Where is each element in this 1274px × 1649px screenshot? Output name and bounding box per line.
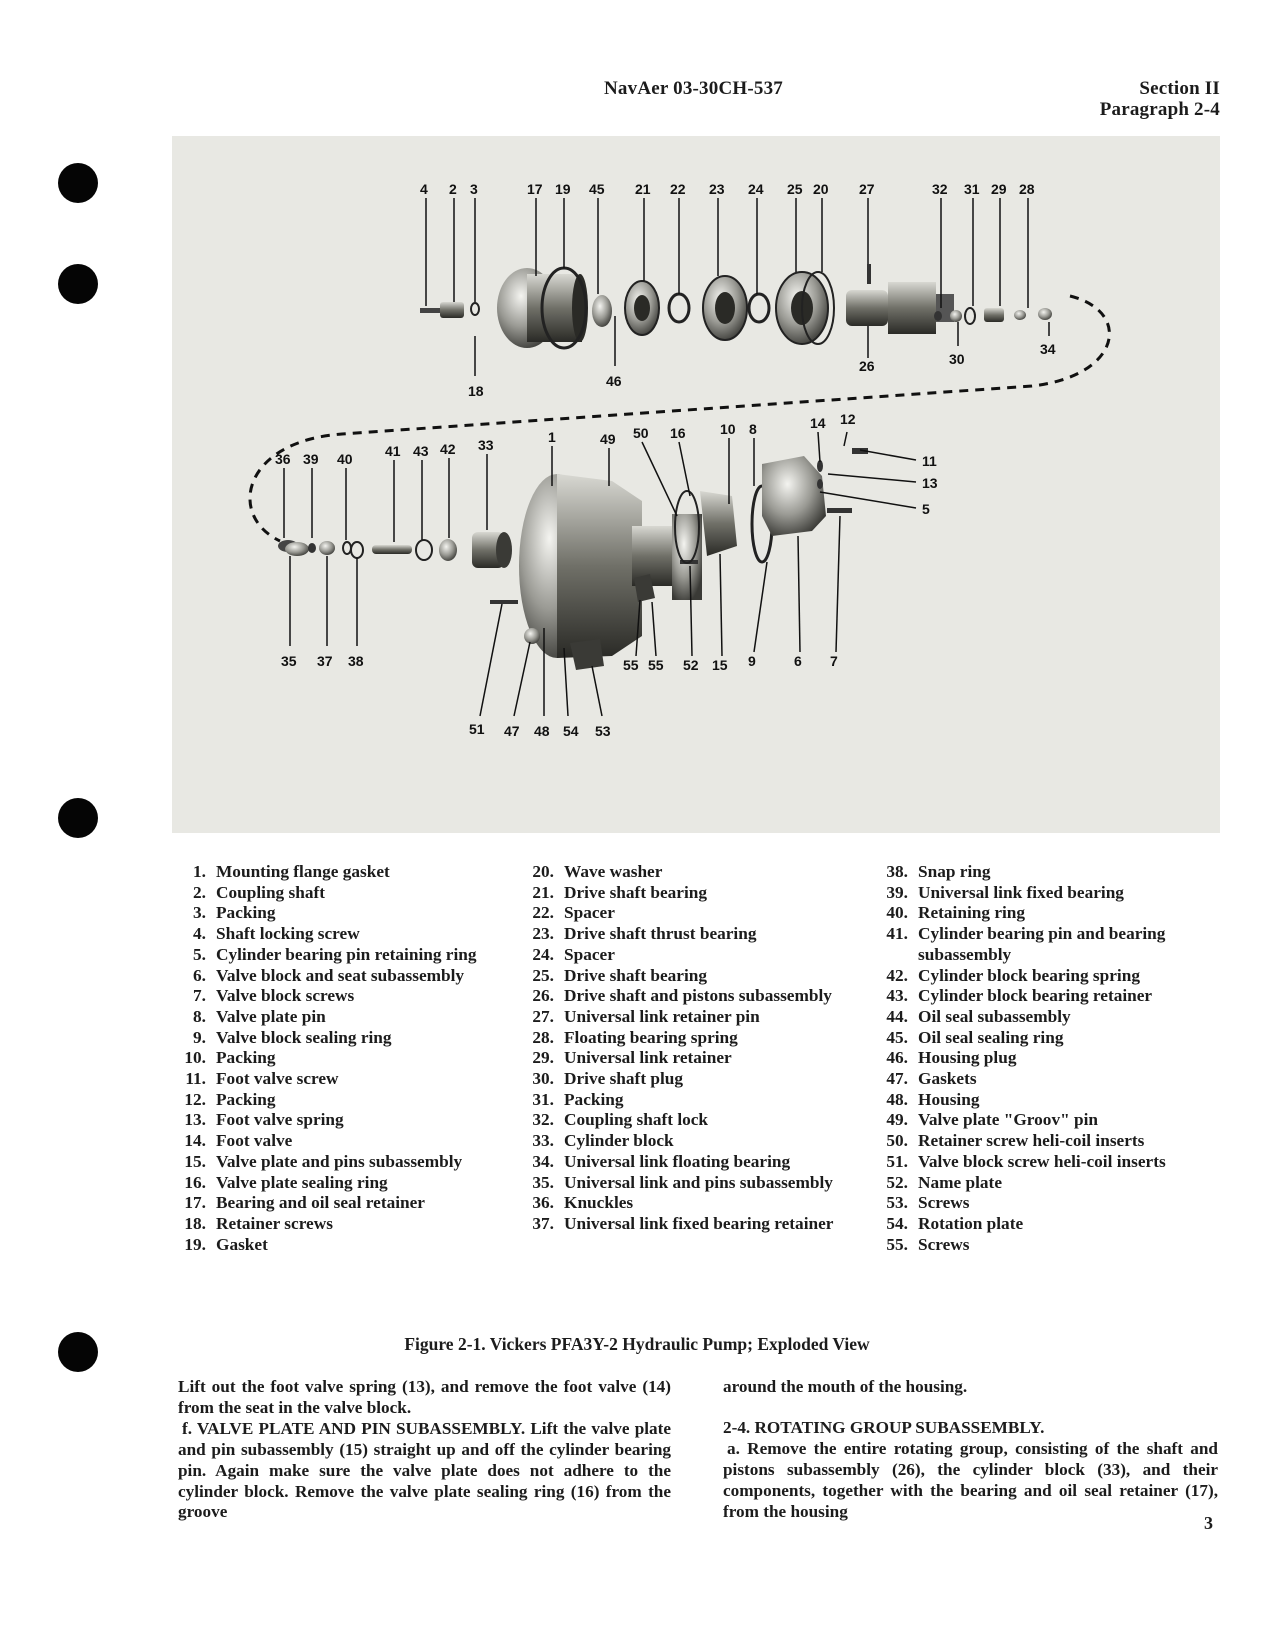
legend-item-label: Oil seal subassembly [918, 1006, 1071, 1026]
legend-item-number: 38. [886, 862, 908, 881]
part-floating-bearing [1038, 308, 1052, 320]
callout-4: 4 [420, 181, 428, 197]
callout-11: 11 [922, 453, 937, 469]
legend-item-label: Oil seal sealing ring [918, 1027, 1064, 1047]
legend-item-label: Universal link fixed bearing retainer [564, 1213, 834, 1233]
legend-item-label: Rotation plate [918, 1213, 1024, 1233]
legend-item-label: Universal link retainer pin [564, 1006, 760, 1026]
legend-item-number: 3. [193, 903, 206, 923]
legend-item [878, 903, 1224, 924]
callout-26: 26 [859, 358, 875, 374]
callout-12: 12 [840, 411, 856, 427]
legend-item-label: Valve plate and pins subassembly [216, 1151, 463, 1171]
legend-item-label: Foot valve screw [216, 1069, 339, 1089]
legend-item-number: 16. [184, 1172, 206, 1192]
legend-item-label: Retainer screws [216, 1213, 333, 1233]
legend-item [878, 966, 1224, 987]
callout-47: 48 [534, 723, 550, 739]
legend-item [524, 1028, 870, 1049]
legend-item-number: 10. [184, 1048, 206, 1068]
legend-item-number: 54. [886, 1213, 908, 1233]
part-floating-spring [1014, 310, 1026, 320]
callout-31: 31 [964, 181, 980, 197]
legend-item [524, 1090, 870, 1111]
legend-item-number: 52. [886, 1172, 908, 1192]
callout-44: 45 [589, 181, 605, 197]
legend-item-number: 41. [886, 924, 908, 944]
legend-item [524, 1173, 870, 1194]
part-snap-ring [351, 542, 363, 558]
callout-37: 37 [317, 653, 333, 669]
legend-item-number: 37. [532, 1213, 554, 1233]
legend-item-number: 28. [532, 1027, 554, 1047]
legend-item [878, 1069, 1224, 1090]
legend-item-number: 26. [532, 986, 554, 1006]
body-paragraph: around the mouth of the housing. [723, 1377, 968, 1396]
legend-item-label: Valve block screw heli-coil inserts [918, 1151, 1166, 1171]
part-valve-block [762, 456, 826, 536]
punch-hole [58, 163, 98, 203]
legend-item [524, 924, 870, 945]
legend-item-number: 47. [886, 1069, 908, 1089]
legend-item-label: Valve plate sealing ring [216, 1172, 388, 1192]
legend-item-label: Cylinder block bearing spring [918, 965, 1140, 985]
legend-item-label: Snap ring [918, 862, 991, 881]
legend-item-number: 24. [532, 944, 554, 964]
part-thrust-bearing [703, 276, 747, 340]
section-label: Section II [1139, 78, 1220, 99]
callout-15: 15 [712, 657, 728, 673]
legend-item-label: Bearing and oil seal retainer [216, 1193, 425, 1213]
legend-item-number: 12. [184, 1089, 206, 1109]
legend-item-label: Packing [216, 1048, 276, 1068]
legend-item [524, 1152, 870, 1173]
legend-item-number: 45. [886, 1027, 908, 1047]
legend-item [878, 1131, 1224, 1152]
section-heading: 2-4. ROTATING GROUP SUBASSEMBLY. [723, 1417, 1045, 1437]
part-drive-bearing-21 [625, 281, 659, 335]
legend-item [878, 1235, 1224, 1256]
callout-20: 20 [813, 181, 829, 197]
legend-item-label: Gasket [216, 1234, 268, 1254]
legend-item [180, 1152, 510, 1173]
callout-27: 27 [859, 181, 875, 197]
legend-item-label: Wave washer [564, 862, 663, 881]
part-shaft-lock [934, 311, 942, 321]
legend-item-label: Packing [564, 1089, 624, 1109]
punch-hole [58, 798, 98, 838]
body-paragraph: Lift out the foot valve spring (13), and remove the foot valve (14) from the seat in the valve block. [178, 1377, 671, 1417]
legend-item-label: Housing [918, 1089, 980, 1109]
callout-55: 55 [648, 657, 664, 673]
figure-caption: Figure 2-1. Vickers PFA3Y-2 Hydraulic Pump; Exploded View [404, 1334, 870, 1354]
legend-item [524, 1193, 870, 1214]
legend-item-number: 33. [532, 1131, 554, 1151]
legend-item [878, 883, 1224, 904]
page-number: 3 [1204, 1513, 1213, 1533]
callout-8: 8 [749, 421, 757, 437]
callout-labels [275, 181, 1056, 739]
legend-item-label: Cylinder bearing pin and bearing subassembly [918, 924, 1166, 964]
legend-item-number: 53. [886, 1193, 908, 1213]
part-fixed-bearing [308, 543, 316, 553]
part-packing-31 [965, 308, 975, 324]
callout-46: 47 [504, 723, 520, 739]
legend-item-number: 11. [185, 1069, 206, 1089]
legend-item-label: Valve block sealing ring [216, 1027, 392, 1047]
legend-item-number: 6. [193, 965, 206, 985]
legend-item [878, 1090, 1224, 1111]
callout-23: 23 [709, 181, 725, 197]
part-retainer-screw-inserts [490, 600, 518, 604]
legend-item [180, 966, 510, 987]
legend-item-label: Screws [918, 1234, 970, 1254]
legend-item-number: 19. [184, 1234, 206, 1254]
legend-item [180, 1007, 510, 1028]
legend-item-label: Universal link floating bearing [564, 1151, 791, 1171]
legend-item [180, 924, 510, 945]
legend-item [180, 903, 510, 924]
callout-45: 46 [606, 373, 622, 389]
callout-33: 33 [478, 437, 494, 453]
callout-40: 40 [337, 451, 353, 467]
assembly-axis-line [250, 296, 1109, 541]
legend-item-number: 14. [184, 1131, 206, 1151]
paragraph-label: Paragraph 2-4 [1099, 99, 1220, 120]
legend-item [878, 1193, 1224, 1214]
callout-30: 30 [949, 351, 965, 367]
part-housing [519, 474, 702, 658]
legend-item-number: 17. [184, 1193, 206, 1213]
body-left-column [178, 1377, 671, 1523]
callout-32: 32 [932, 181, 948, 197]
body-paragraph: f. VALVE PLATE AND PIN SUBASSEMBLY. Lift the valve plate and pin subassembly (15) straight up and off the cylinder bearing pin. Again make sure the valve plate does not adhere to the cylinder block. Remove the valve plate sealing ring (16) from the groove [178, 1418, 671, 1522]
callout-1: 1 [548, 429, 556, 445]
legend-item [524, 966, 870, 987]
legend-item-number: 50. [886, 1131, 908, 1151]
callout-49: 50 [633, 425, 649, 441]
legend-item [524, 1214, 870, 1235]
legend-item [180, 1090, 510, 1111]
legend-item-label: Cylinder bearing pin retaining ring [216, 944, 477, 964]
legend-item-label: Floating bearing spring [564, 1027, 738, 1047]
legend-item-label: Valve block and seat subassembly [216, 965, 465, 985]
legend-item [180, 945, 510, 966]
callout-50: 51 [469, 721, 485, 737]
body-paragraph: a. Remove the entire rotating group, consisting of the shaft and pistons subassembly (26), the cylinder block (33), and their components, together with the bearing and oil seal retainer (17), from the housing [723, 1438, 1218, 1521]
parts-legend-column-2 [524, 862, 870, 1235]
callout-43: 43 [413, 443, 429, 459]
legend-item-number: 31. [532, 1089, 554, 1109]
legend-item-label: Housing plug [918, 1048, 1017, 1068]
legend-item-label: Drive shaft and pistons subassembly [564, 986, 832, 1006]
legend-item [524, 883, 870, 904]
legend-item-number: 29. [532, 1048, 554, 1068]
legend-item-number: 36. [532, 1193, 554, 1213]
part-valve-block-screw [827, 508, 852, 513]
callout-7: 7 [830, 653, 838, 669]
callout-18: 18 [468, 383, 484, 399]
legend-item [878, 1028, 1224, 1049]
callout-39: 39 [303, 451, 319, 467]
legend-item-label: Foot valve [216, 1131, 293, 1151]
legend-item [180, 1173, 510, 1194]
callout-5: 5 [922, 501, 930, 517]
part-coupling-shaft [440, 302, 464, 318]
legend-item [180, 883, 510, 904]
part-shaft-plug [950, 310, 962, 322]
part-valve-plate [700, 491, 737, 556]
legend-item-number: 13. [184, 1110, 206, 1130]
legend-item [878, 1173, 1224, 1194]
part-drive-shaft-pistons [846, 282, 954, 334]
legend-item-number: 34. [532, 1151, 554, 1171]
legend-item-label: Valve plate pin [216, 1006, 326, 1026]
legend-item-number: 21. [532, 882, 554, 902]
legend-item [524, 1069, 870, 1090]
legend-item-label: Gaskets [918, 1069, 977, 1089]
punch-hole [58, 264, 98, 304]
part-retaining-ring [343, 542, 351, 554]
callout-35: 35 [281, 653, 297, 669]
legend-item-number: 20. [532, 862, 554, 881]
callout-38: 38 [348, 653, 364, 669]
callout-36: 36 [275, 451, 291, 467]
legend-item [878, 1110, 1224, 1131]
legend-item [180, 1131, 510, 1152]
legend-item-number: 55. [886, 1234, 908, 1254]
callout-52: 53 [595, 723, 611, 739]
callout-19: 19 [555, 181, 571, 197]
callout-51: 52 [683, 657, 699, 673]
legend-item-number: 22. [532, 903, 554, 923]
part-oil-seal [592, 295, 612, 327]
document-number: NavAer 03-30CH-537 [604, 78, 783, 99]
legend-item-number: 51. [886, 1151, 908, 1171]
legend-item-label: Knuckles [564, 1193, 634, 1213]
callout-41: 41 [385, 443, 401, 459]
part-universal-link [285, 542, 309, 556]
callout-3: 3 [470, 181, 478, 197]
legend-item [180, 986, 510, 1007]
legend-item-label: Retaining ring [918, 903, 1026, 923]
legend-item-label: Packing [216, 903, 276, 923]
callout-10: 10 [720, 421, 736, 437]
legend-item-number: 46. [886, 1048, 908, 1068]
part-spacer-24 [749, 294, 769, 322]
callout-14: 14 [810, 415, 826, 431]
parts-legend-column-1 [180, 862, 510, 1255]
callout-24: 24 [748, 181, 764, 197]
legend-item [180, 1069, 510, 1090]
legend-item-number: 44. [886, 1006, 908, 1026]
legend-item-number: 9. [193, 1027, 206, 1047]
legend-item-label: Packing [216, 1089, 276, 1109]
legend-item [524, 903, 870, 924]
callout-16: 16 [670, 425, 686, 441]
legend-item-number: 42. [886, 965, 908, 985]
legend-item [180, 1214, 510, 1235]
legend-item-label: Spacer [564, 944, 615, 964]
legend-item-label: Retainer screw heli-coil inserts [918, 1131, 1145, 1151]
legend-item [524, 945, 870, 966]
part-shaft-locking-screw [420, 308, 440, 313]
legend-item [524, 1007, 870, 1028]
legend-item [878, 1152, 1224, 1173]
callout-13: 13 [922, 475, 938, 491]
legend-item-label: Universal link retainer [564, 1048, 732, 1068]
legend-item [878, 924, 1224, 965]
callout-22: 22 [670, 181, 686, 197]
legend-item-label: Drive shaft plug [564, 1069, 684, 1089]
legend-item-label: Drive shaft bearing [564, 965, 708, 985]
callout-25: 25 [787, 181, 803, 197]
legend-item-label: Mounting flange gasket [216, 862, 390, 881]
part-bearing-pin [372, 545, 412, 554]
legend-item-number: 5. [193, 944, 206, 964]
part-packing-3 [471, 303, 479, 315]
part-cylinder-block [472, 532, 512, 568]
legend-item-number: 4. [193, 924, 206, 944]
legend-item [180, 862, 510, 883]
legend-item-label: Cylinder block [564, 1131, 674, 1151]
part-name-plate [570, 639, 604, 670]
legend-item-number: 43. [886, 986, 908, 1006]
legend-item-label: Coupling shaft [216, 882, 326, 902]
callout-9: 9 [748, 653, 756, 669]
legend-item [524, 1110, 870, 1131]
legend-item-number: 48. [886, 1089, 908, 1109]
legend-item-label: Drive shaft bearing [564, 882, 708, 902]
legend-item-label: Screws [918, 1193, 970, 1213]
part-retainer-pin [867, 264, 871, 284]
legend-item [878, 986, 1224, 1007]
part-block-spring [416, 540, 432, 560]
callout-42: 42 [440, 441, 456, 457]
legend-item-number: 2. [193, 882, 206, 902]
legend-item-label: Name plate [918, 1172, 1002, 1192]
part-housing-plug [524, 628, 540, 644]
legend-item-number: 30. [532, 1069, 554, 1089]
callout-48: 49 [600, 431, 616, 447]
legend-item [524, 986, 870, 1007]
body-right-column [723, 1377, 1218, 1522]
part-spacer-22 [669, 294, 689, 322]
legend-item [180, 1028, 510, 1049]
legend-item-label: Universal link and pins subassembly [564, 1172, 833, 1192]
legend-item-label: Spacer [564, 903, 615, 923]
legend-item-label: Shaft locking screw [216, 924, 360, 944]
callout-54: 55 [623, 657, 639, 673]
legend-item [878, 1048, 1224, 1069]
callout-29: 29 [991, 181, 1007, 197]
legend-item-number: 40. [886, 903, 908, 923]
legend-item-number: 25. [532, 965, 554, 985]
legend-item-label: Foot valve spring [216, 1110, 344, 1130]
legend-item-label: Valve block screws [216, 986, 355, 1006]
legend-item [180, 1235, 510, 1256]
exploded-view-figure [172, 136, 1220, 833]
legend-item-number: 39. [886, 882, 908, 902]
legend-item-label: Valve plate "Groov" pin [918, 1110, 1099, 1130]
legend-item [524, 862, 870, 883]
legend-item-number: 35. [532, 1172, 554, 1192]
legend-item-label: Drive shaft thrust bearing [564, 924, 757, 944]
part-block-retainer [439, 539, 457, 561]
legend-item [524, 1131, 870, 1152]
legend-item [524, 1048, 870, 1069]
parts-legend-column-3 [878, 862, 1224, 1255]
callout-6: 6 [794, 653, 802, 669]
legend-item-number: 23. [532, 924, 554, 944]
legend-item-number: 7. [193, 986, 206, 1006]
callout-34: 34 [1040, 341, 1056, 357]
part-link-retainer [984, 308, 1004, 322]
legend-item [180, 1110, 510, 1131]
legend-item [878, 1007, 1224, 1028]
legend-item [180, 1048, 510, 1069]
callout-17: 17 [527, 181, 543, 197]
exploded-view-illustration [172, 136, 1220, 833]
legend-item [878, 1214, 1224, 1235]
legend-item-number: 1. [193, 862, 206, 881]
legend-item-number: 15. [184, 1151, 206, 1171]
legend-item-number: 32. [532, 1110, 554, 1130]
legend-item-number: 49. [886, 1110, 908, 1130]
legend-item-label: Cylinder block bearing retainer [918, 986, 1153, 1006]
callout-2: 2 [449, 181, 457, 197]
part-fixed-bearing-retainer [319, 541, 335, 555]
legend-item-label: Coupling shaft lock [564, 1110, 709, 1130]
legend-item [180, 1193, 510, 1214]
legend-item-label: Universal link fixed bearing [918, 882, 1124, 902]
callout-21: 21 [635, 181, 651, 197]
legend-item-number: 8. [193, 1006, 206, 1026]
callout-53: 54 [563, 723, 579, 739]
legend-item-number: 27. [532, 1006, 554, 1026]
callout-28: 28 [1019, 181, 1035, 197]
legend-item [878, 862, 1224, 883]
legend-item-number: 18. [184, 1213, 206, 1233]
